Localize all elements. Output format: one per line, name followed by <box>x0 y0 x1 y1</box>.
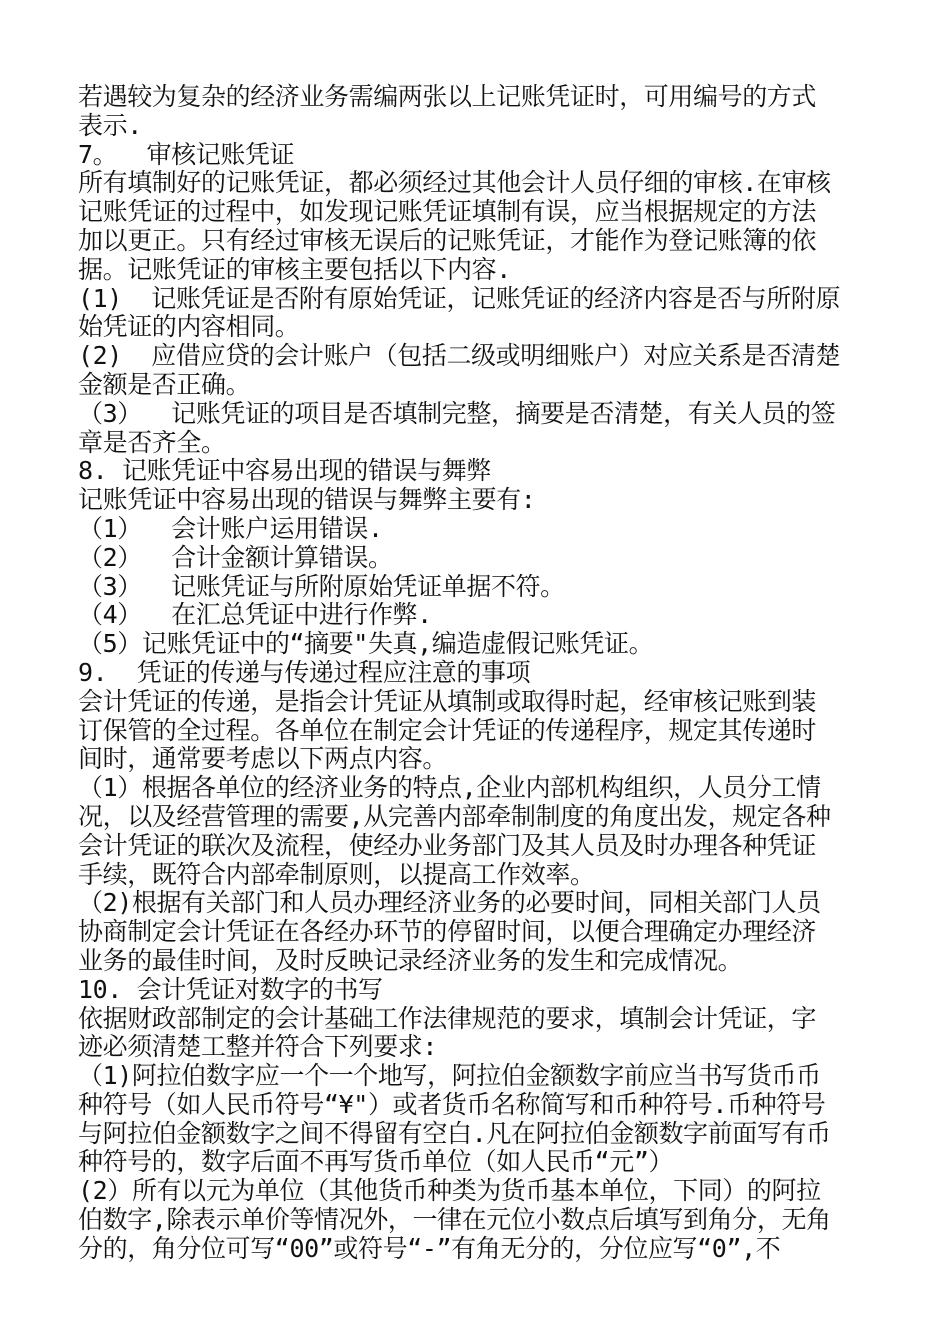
list-item-line: (1) 记账凭证是否附有原始凭证，记账凭证的经济内容是否与所附原 <box>78 283 841 313</box>
list-item-line: 手续，既符合内部牵制原则，以提高工作效率。 <box>78 859 595 889</box>
list-item-line: 种符号（如人民币符号“¥"）或者货币名称简写和币种符号.币种符号 <box>78 1089 826 1119</box>
paragraph-line: 迹必须清楚工整并符合下列要求: <box>78 1032 438 1062</box>
list-item-line: （1)阿拉伯数字应一个一个地写，阿拉伯金额数字前应当书写货币币 <box>78 1061 821 1091</box>
document-page <box>78 83 878 1264</box>
section-heading: 8. 记账凭证中容易出现的错误与舞弊 <box>78 456 491 486</box>
paragraph-line: 依据财政部制定的会计基础工作法律规范的要求，填制会计凭证，字 <box>78 1003 817 1033</box>
list-item-line: 金额是否正确。 <box>78 369 251 399</box>
paragraph-line: 若遇较为复杂的经济业务需编两张以上记账凭证时，可用编号的方式 <box>78 82 817 111</box>
list-item-line: （2） 合计金额计算错误。 <box>78 542 393 572</box>
section-heading: 10. 会计凭证对数字的书写 <box>78 974 383 1004</box>
list-item-line: （1） 会计账户运用错误. <box>78 513 383 543</box>
list-item-line: 业务的最佳时间，及时反映记录经济业务的发生和完成情况。 <box>78 945 743 975</box>
paragraph-line: 会计凭证的传递，是指会计凭证从填制或取得时起，经审核记账到装 <box>78 686 817 716</box>
list-item-line: 协商制定会计凭证在各经办环节的停留时间，以便合理确定办理经济 <box>78 917 817 947</box>
paragraph-line: 订保管的全过程。各单位在制定会计凭证的传递程序，规定其传递时 <box>78 715 817 745</box>
list-item-line: 章是否齐全。 <box>78 427 226 457</box>
list-item-line: 会计凭证的联次及流程，使经办业务部门及其人员及时办理各种凭证 <box>78 830 817 860</box>
list-item-line: (2) 应借应贷的会计账户（包括二级或明细账户）对应关系是否清楚 <box>78 341 841 371</box>
list-item-line: 况，以及经营管理的需要,从完善内部牵制制度的角度出发，规定各种 <box>78 801 831 831</box>
list-item-line: （1）根据各单位的经济业务的特点,企业内部机构组织，人员分工情 <box>78 773 821 803</box>
list-item-line: 始凭证的内容相同。 <box>78 312 300 342</box>
list-item-line: （2)根据有关部门和人员办理经济业务的必要时间，同相关部门人员 <box>78 888 821 918</box>
list-item-line: 种符号的，数字后面不再写货币单位（如人民币“元”） <box>78 1147 674 1177</box>
list-item-line: （3） 记账凭证的项目是否填制完整，摘要是否清楚，有关人员的签 <box>78 398 836 428</box>
list-item-line: (2）所有以元为单位（其他货币种类为货币基本单位，下同）的阿拉 <box>78 1176 821 1206</box>
paragraph-line: 据。记账凭证的审核主要包括以下内容. <box>78 254 511 284</box>
list-item-line: （3） 记账凭证与所附原始凭证单据不符。 <box>78 571 565 601</box>
section-heading: 9. 凭证的传递与传递过程应注意的事项 <box>78 657 531 687</box>
paragraph-line: 表示. <box>78 110 142 140</box>
paragraph-line: 记账凭证中容易出现的错误与舞弊主要有: <box>78 485 536 515</box>
list-item-line: 伯数字,除表示单价等情况外，一律在元位小数点后填写到角分，无角 <box>78 1205 831 1235</box>
list-item-line: 与阿拉伯金额数字之间不得留有空白.凡在阿拉伯金额数字前面写有币 <box>78 1118 831 1148</box>
list-item-line: （4） 在汇总凭证中进行作弊. <box>78 600 432 630</box>
section-heading: 7。 审核记账凭证 <box>78 139 295 169</box>
paragraph-line: 间时，通常要考虑以下两点内容。 <box>78 744 448 774</box>
paragraph-line: 所有填制好的记账凭证，都必须经过其他会计人员仔细的审核.在审核 <box>78 168 831 198</box>
paragraph-line: 加以更正。只有经过审核无误后的记账凭证，才能作为登记账簿的依 <box>78 225 817 255</box>
list-item-line: （5）记账凭证中的“摘要"失真,编造虚假记账凭证。 <box>78 629 654 659</box>
paragraph-line: 记账凭证的过程中，如发现记账凭证填制有误，应当根据规定的方法 <box>78 197 817 227</box>
list-item-line: 分的，角分位可写“00”或符号“-”有角无分的，分位应写“0”,不 <box>78 1233 781 1263</box>
